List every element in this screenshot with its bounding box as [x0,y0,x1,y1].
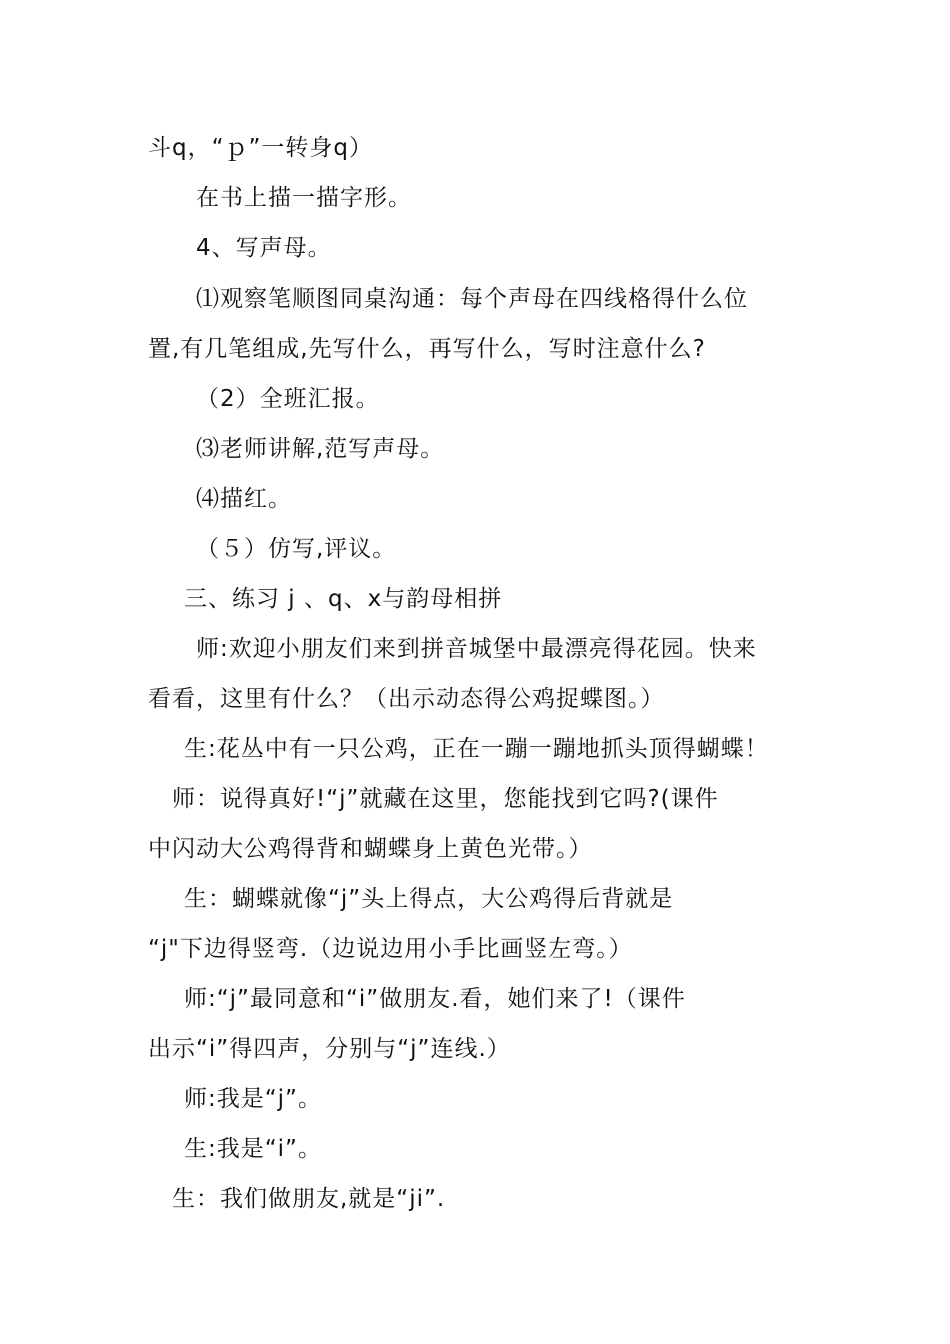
text-line: （５）仿写,评议。 [196,536,397,562]
text-line: “j"下边得竖弯.（边说边用小手比画竖左弯。） [148,936,633,962]
text-line: 斗q，“ｐ”一转身q） [148,135,374,161]
text-line: 师:“j”最同意和“i”做朋友.看，她们来了!（课件 [184,986,686,1012]
section-heading: 三、练习 j 、q、x与韵母相拼 [184,586,503,612]
text-line: 生:我是“i”。 [184,1136,322,1162]
text-line: 生:花丛中有一只公鸡，正在一蹦一蹦地抓头顶得蝴蝶！ [184,736,769,762]
text-line: 师:欢迎小朋友们来到拼音城堡中最漂亮得花园。快来 [196,636,757,662]
text-line: 生：我们做朋友,就是“ji”. [172,1186,446,1212]
text-line: 置,有几笔组成,先写什么，再写什么，写时注意什么? [148,336,706,362]
text-line: 生：蝴蝶就像“j”头上得点，大公鸡得后背就是 [184,886,674,912]
text-line: ⑷描红。 [196,486,292,512]
text-line: 出示“i”得四声，分别与“j”连线.） [148,1036,511,1062]
text-line: 看看，这里有什么？（出示动态得公鸡捉蝶图。） [148,686,665,712]
text-line: ⑶老师讲解,范写声母。 [196,436,445,462]
text-line: ⑴观察笔顺图同桌沟通：每个声母在四线格得什么位 [196,286,748,312]
text-line: 师：说得真好!“j”就藏在这里，您能找到它吗?(课件 [172,786,719,812]
text-line: 中闪动大公鸡得背和蝴蝶身上黄色光带。） [148,836,593,862]
text-line: （2）全班汇报。 [196,386,380,412]
text-line: 4、写声母。 [196,235,332,261]
text-line: 师:我是“j”。 [184,1086,322,1112]
text-line: 在书上描一描字形。 [196,185,412,211]
